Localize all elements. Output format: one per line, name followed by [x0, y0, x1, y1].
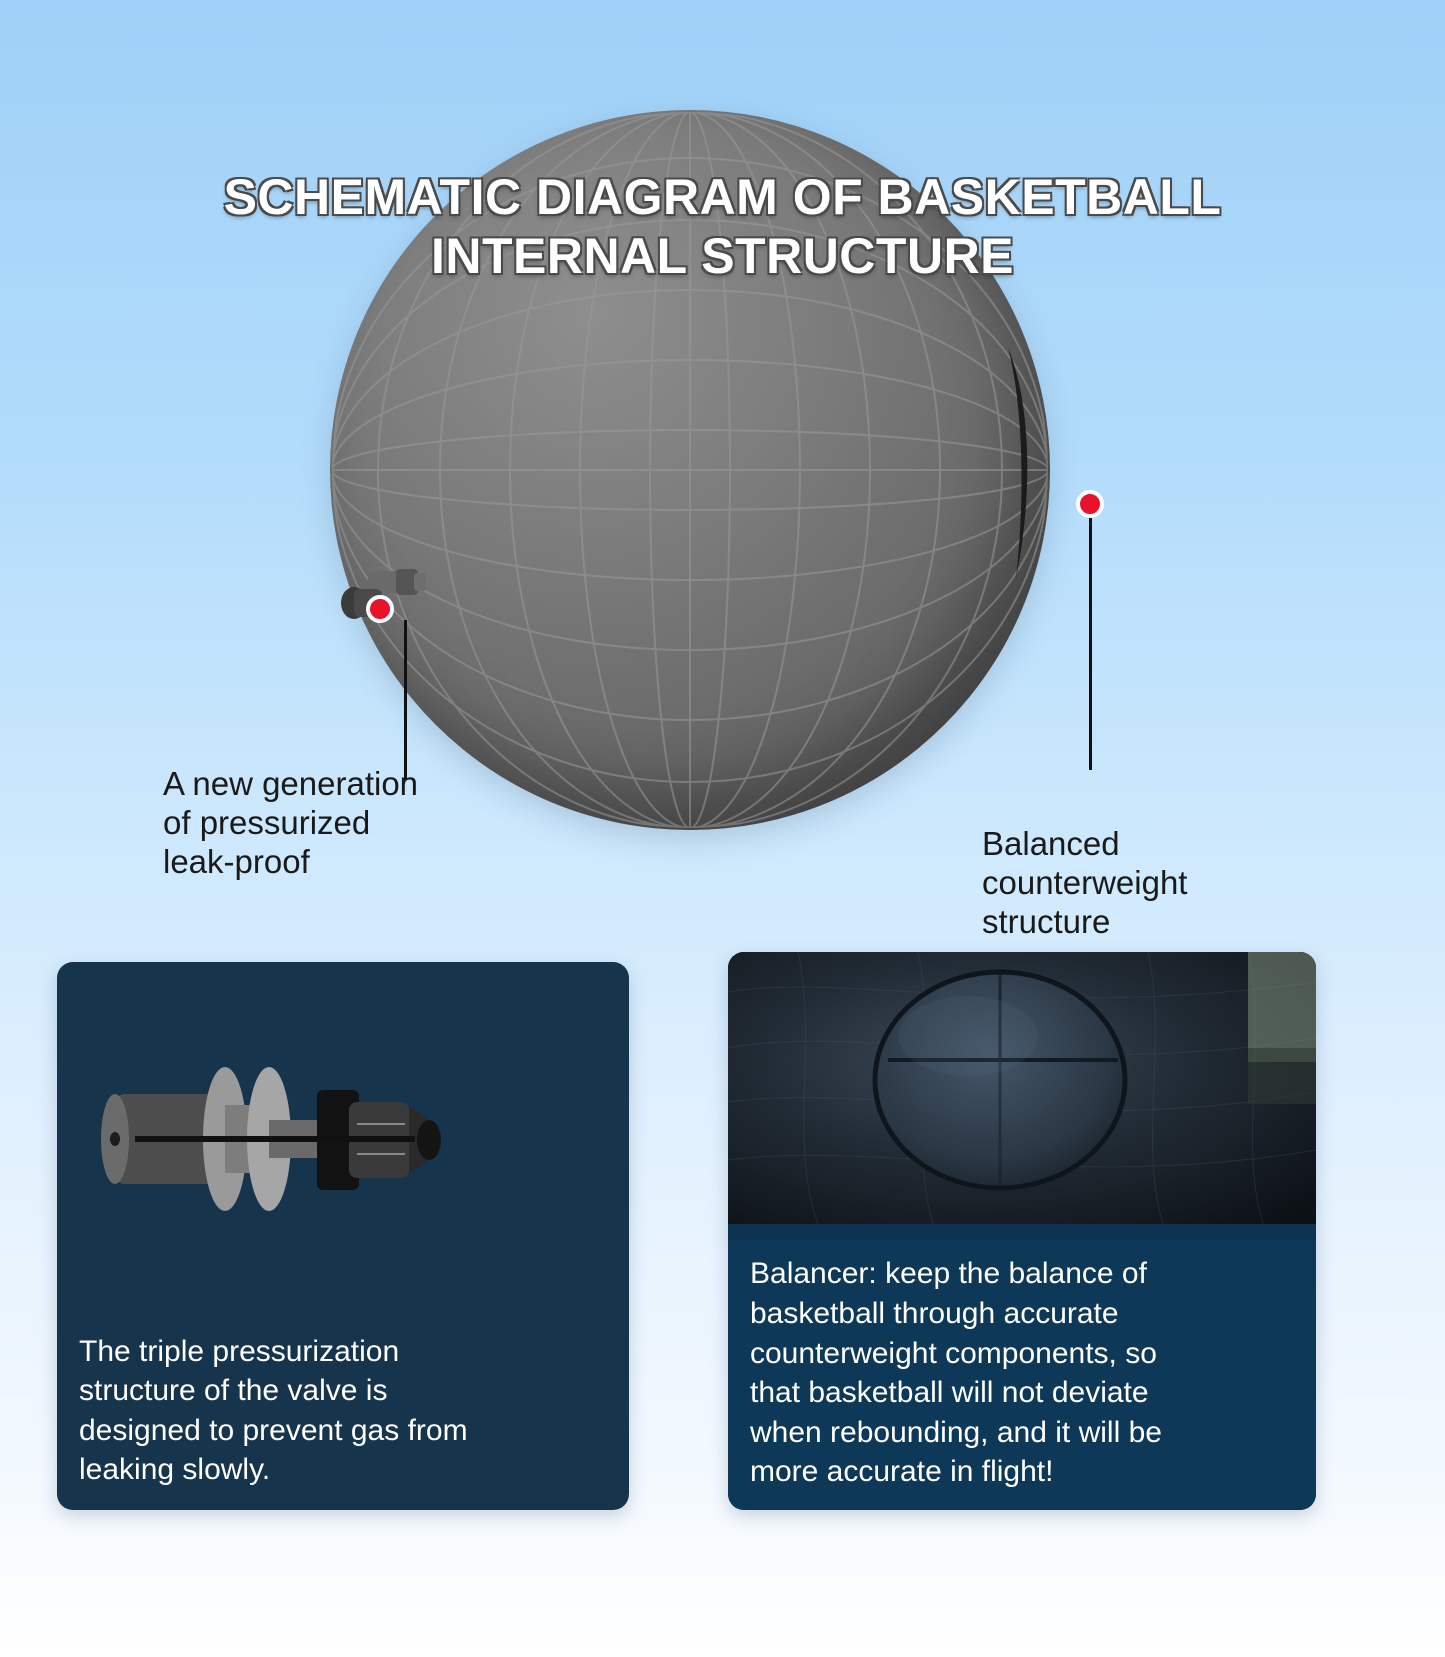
balancer-photo-graphic: [728, 952, 1316, 1224]
valve-card: [57, 962, 629, 1510]
counterweight-seam-icon: [960, 340, 1070, 590]
leader-line-balancer: [1089, 495, 1092, 770]
basketball-surface-closeup-photo: [728, 952, 1316, 1224]
valve-caption-line-3: designed to prevent gas from: [79, 1413, 468, 1447]
valve-caption-line-4: leaking slowly.: [79, 1453, 271, 1487]
balancer-caption-line-2: basketball through accurate: [750, 1297, 1119, 1331]
balancer-card-caption: [728, 1240, 1316, 1510]
page-title: [0, 168, 1445, 286]
callout-label-valve: [163, 765, 493, 882]
balancer-caption-line-5: when rebounding, and it will be: [750, 1415, 1162, 1449]
balancer-caption-line-3: counterweight components, so: [750, 1336, 1157, 1370]
callout-valve-line-1: A new generation: [163, 765, 419, 802]
page-title-line-1: SCHEMATIC DIAGRAM OF BASKETBALL: [223, 169, 1222, 225]
callout-balancer-line-3: structure: [982, 902, 1111, 940]
callout-balancer-line-2: counterweight: [982, 863, 1188, 901]
page-title-line-2: INTERNAL STRUCTURE: [430, 228, 1015, 284]
valve-caption-line-2: structure of the valve is: [79, 1374, 388, 1408]
callout-valve-line-2: of pressurized: [163, 803, 371, 841]
balancer-caption-line-6: more accurate in flight!: [750, 1455, 1054, 1489]
balancer-caption-line-1: Balancer: keep the balance of: [750, 1257, 1147, 1291]
balancer-caption-line-4: that basketball will not deviate: [750, 1376, 1149, 1410]
marker-dot-balancer: [1076, 490, 1104, 518]
marker-dot-valve: [366, 595, 394, 623]
leader-line-valve: [404, 620, 407, 780]
callout-valve-line-3: leak-proof: [163, 842, 310, 880]
valve-caption-line-1: The triple pressurization: [79, 1334, 400, 1368]
valve-card-caption: [57, 1332, 629, 1510]
balancer-card: [728, 952, 1316, 1510]
callout-balancer-line-1: Balanced: [982, 825, 1120, 862]
callout-label-balancer: [982, 825, 1312, 942]
valve-exploded-illustration: [57, 1002, 629, 1272]
